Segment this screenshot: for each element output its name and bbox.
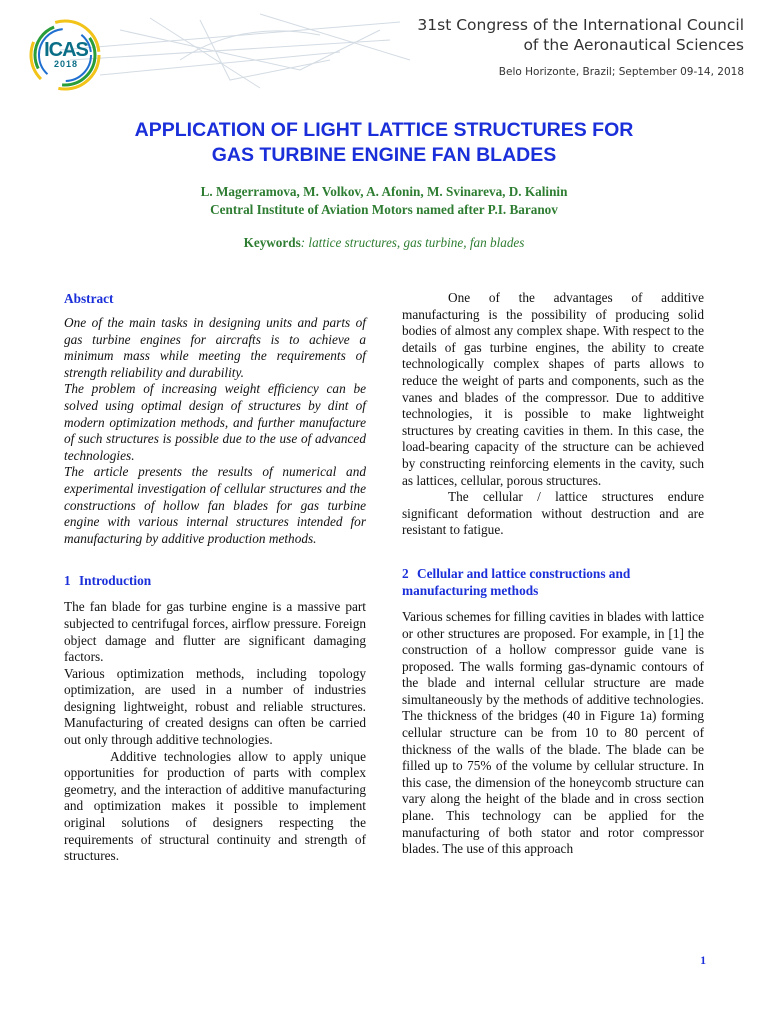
body-paragraph: One of the advantages of additive manufacturing is the possibility of producing solid bodies of almost any complex shape. With respect to the details of gas turbine engines, the ability to create technologically complex shapes of parts allows to reduce the weight of parts and components, such as the vanes and blades of the compressor. Due to additive technologies, it is possible to make lightweight structures by creating cavities in them. In this case, the load-bearing capacity of the structure can be achieved by constructing reinforcing elements in the cavity, such as lattices, cellular, porous structures. [402, 290, 704, 488]
body-paragraph: Additive technologies allow to apply unique opportunities for production of parts with complex geometry, and the interaction of additive manufacturing and optimization makes it possible to implement original solutions of designers respecting the requirements of structural continuity and strength of structures. [64, 748, 366, 864]
keywords-list: : lattice structures, gas turbine, fan blades [300, 235, 525, 250]
congress-line-1: 31st Congress of the International Council [417, 16, 744, 34]
introduction-heading [64, 572, 366, 589]
congress-line-2: of the Aeronautical Sciences [523, 36, 744, 54]
section-number: 2 [402, 565, 409, 581]
paper-title [40, 118, 728, 168]
logo-year: 2018 [53, 59, 79, 69]
section-title: Introduction [79, 573, 152, 589]
author-list: L. Magerramova, M. Volkov, A. Afonin, M. Svinareva, D. Kalinin [200, 184, 568, 199]
left-column [64, 290, 366, 865]
abstract-heading: Abstract [64, 291, 114, 306]
section-title: Cellular and lattice constructions and [417, 565, 631, 581]
keywords-line [40, 235, 728, 251]
title-line-1: APPLICATION OF LIGHT LATTICE STRUCTURES FOR [134, 119, 634, 141]
body-paragraph: The cellular / lattice structures endure significant deformation without destruction and are resistant to fatigue. [402, 489, 704, 538]
title-line-2: GAS TURBINE ENGINE FAN BLADES [211, 144, 557, 166]
body-paragraph: Various optimization methods, including topology optimization, are used in a number of industries designing lightweight, robust and reliable structures. Manufacturing of created designs can often be carried out only through additive technologies. [64, 665, 366, 748]
abstract-paragraph: The article presents the results of numerical and experimental investigation of cellular structures and the constructions of hollow fan blades for gas turbine engine with various internal structures intended for manufacturing by additive production methods. [64, 464, 366, 546]
body-paragraph: Various schemes for filling cavities in blades with lattice or other structures are proposed. For example, in [1] the construction of a hollow compressor guide vane is proposed. The walls forming gas-dynamic contours of the blade and internal cellular structure are made simultaneously by the methods of additive technologies. The thickness of the bridges (40 in Figure 1a) forming cellular structure can be from 10 to 80 percent of thickness of the walls of the blade. The blade can be filled up to 75% of the volume by cellular structure. In this case, the dimension of the honeycomb structure can vary along the height of the blade and in cross section plane. This technology can be applied for the manufacturing of both stator and rotor compressor blades. The use of this approach [402, 608, 704, 857]
keywords-label: Keywords [243, 235, 301, 250]
section-2-heading [402, 565, 704, 599]
logo-text: ICAS [44, 39, 88, 61]
abstract-paragraph: The problem of increasing weight efficiency can be solved using optimal design of structures by dint of modern optimization methods, and further manufacture of such structures is possible due to the use of advanced technologies. [64, 381, 366, 463]
page-header [0, 0, 768, 96]
page-number: 1 [700, 955, 706, 967]
congress-location: Belo Horizonte, Brazil; September 09-14, 2018 [498, 66, 744, 78]
author-block [40, 183, 728, 219]
right-column [402, 290, 704, 858]
congress-title [417, 15, 744, 55]
body-paragraph: The fan blade for gas turbine engine is a massive part subjected to centrifugal forces, airflow pressure. Foreign object damage and flutter are significant damaging factors. [64, 599, 366, 665]
section-title-continued: manufacturing methods [402, 582, 539, 598]
abstract-paragraph: One of the main tasks in designing units and parts of gas turbine engines for aircrafts is to achieve a minimum mass while meeting the requirements of strength reliability and durability. [64, 315, 366, 380]
section-number: 1 [64, 573, 71, 589]
affiliation: Central Institute of Aviation Motors named after P.I. Baranov [210, 202, 558, 217]
